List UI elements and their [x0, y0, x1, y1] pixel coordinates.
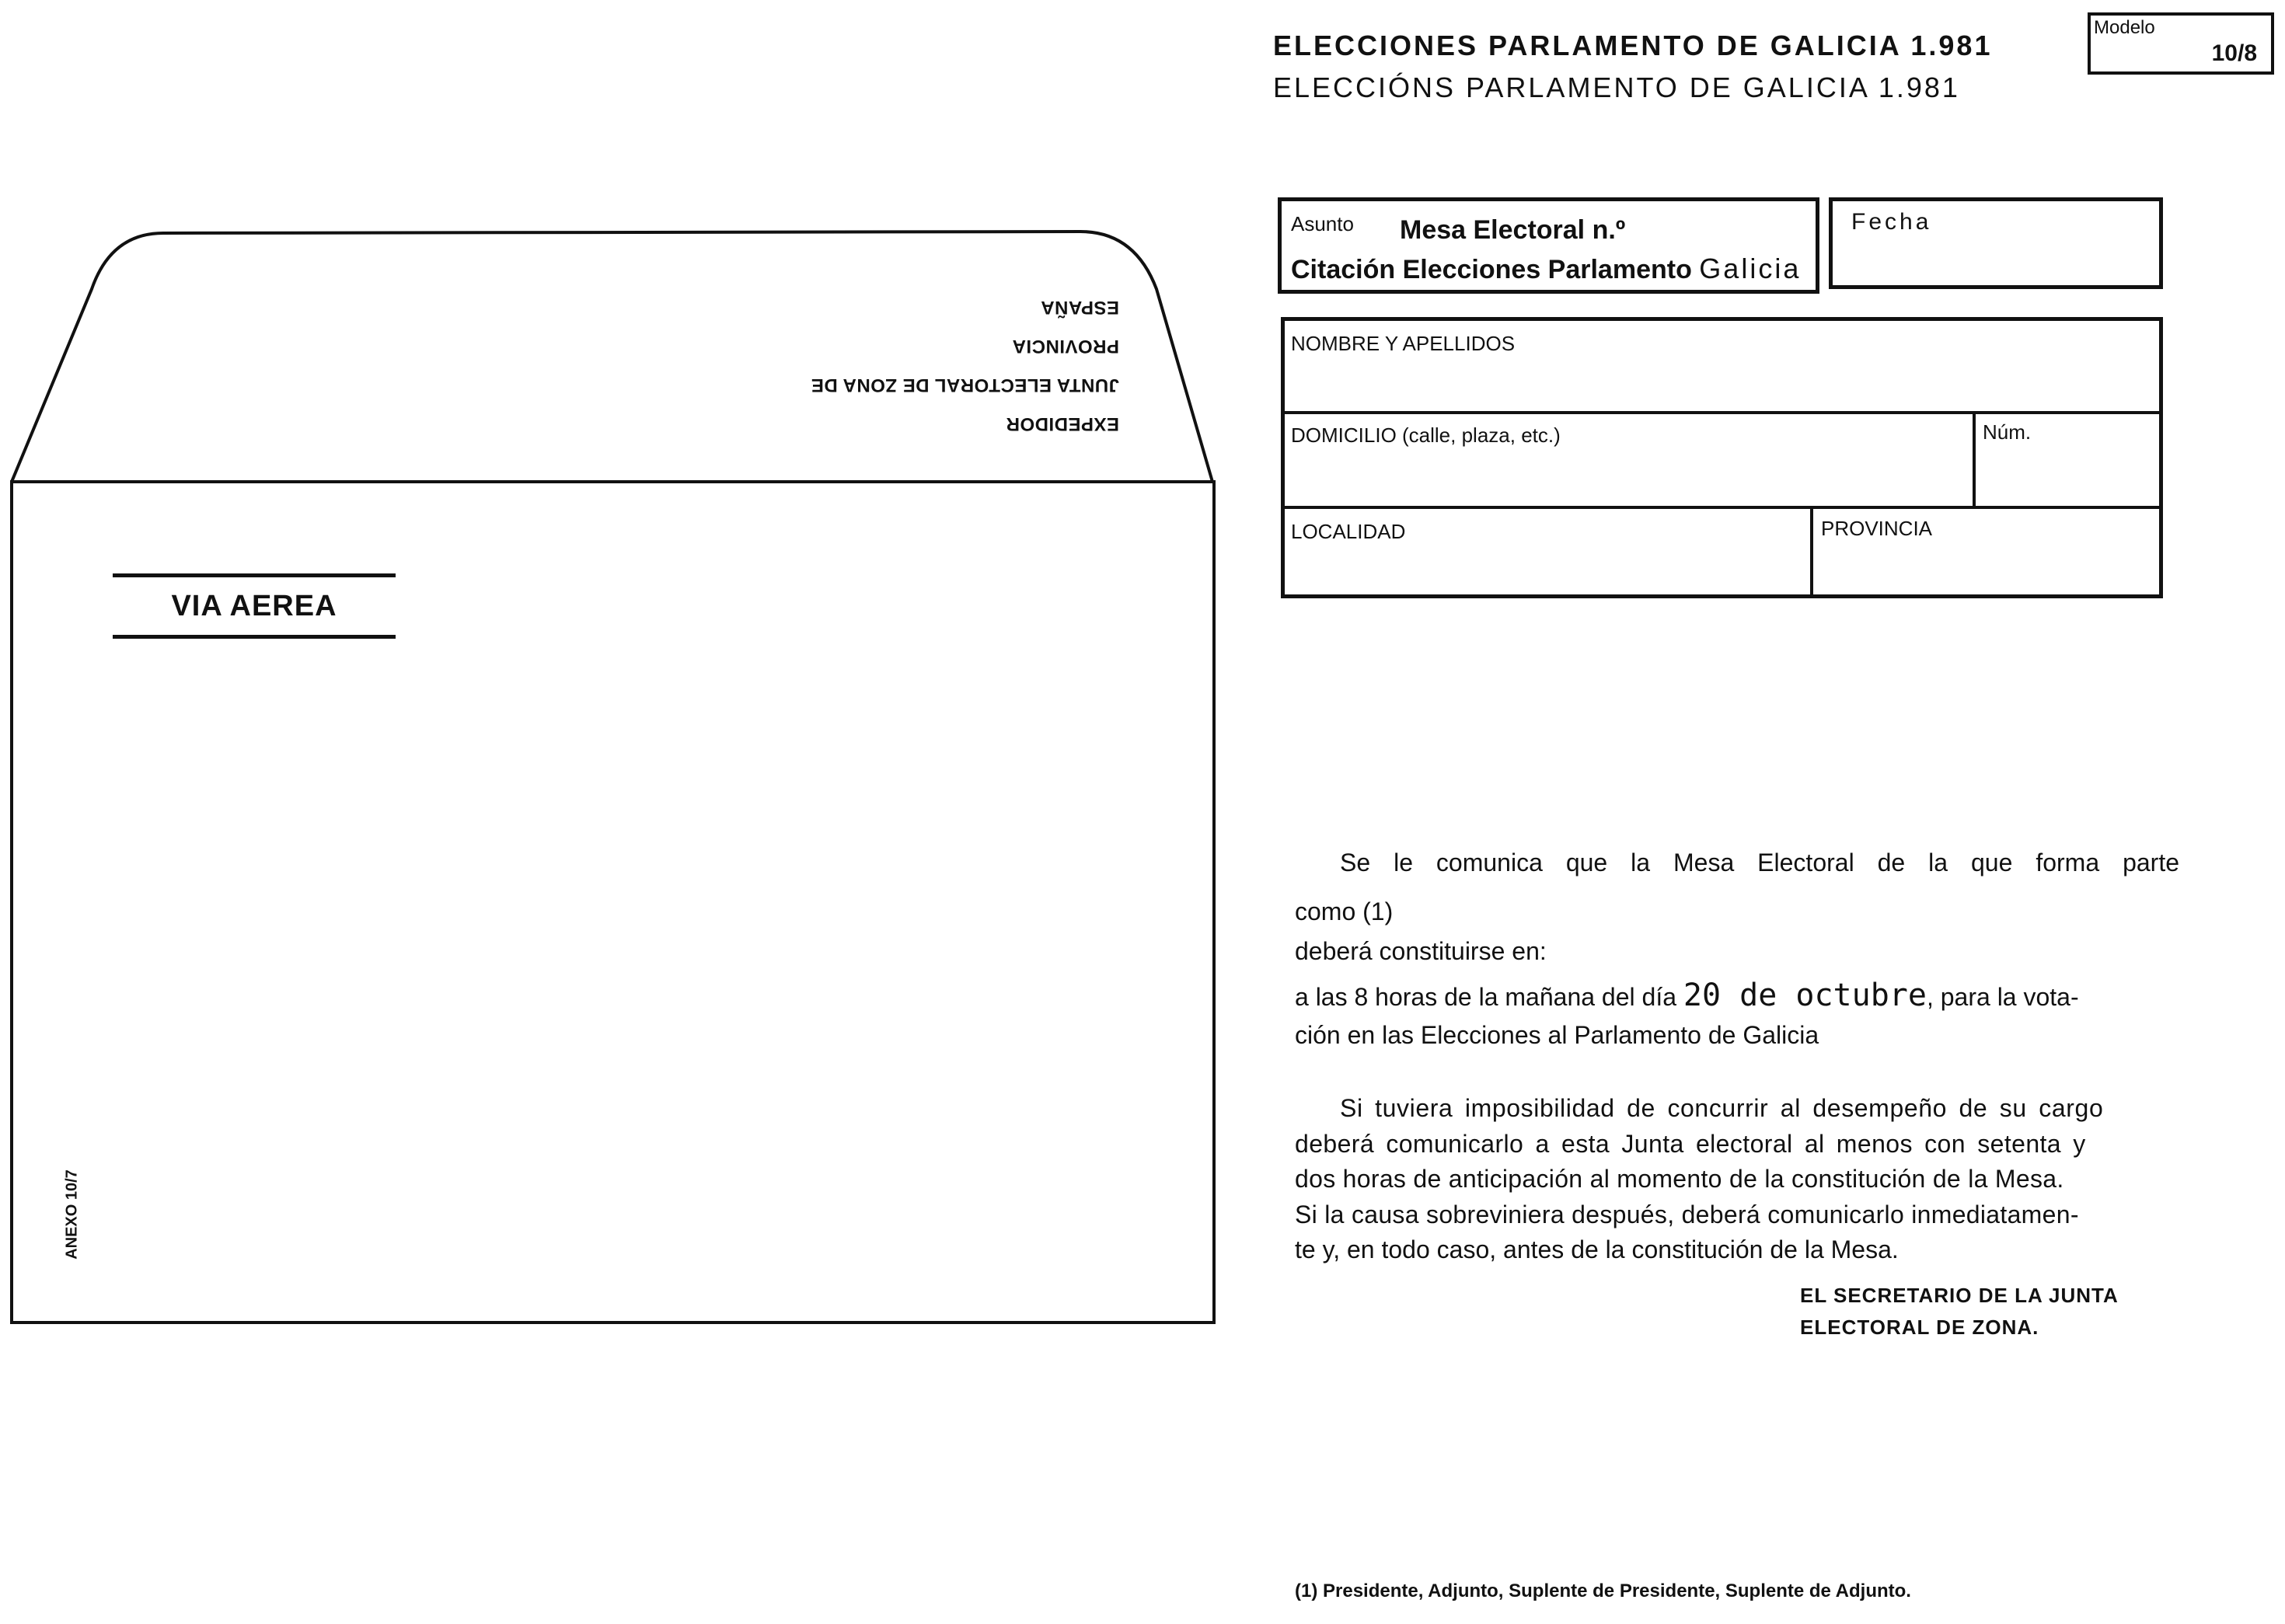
body-p2-line3: dos horas de anticipación al momento de la constitución de la Mesa. — [1295, 1165, 2064, 1193]
body-p1-line3: deberá constituirse en: — [1295, 937, 1547, 965]
body-p1-line4 — [1295, 978, 2079, 1013]
title-spanish: ELECCIONES PARLAMENTO DE GALICIA 1.981 — [1273, 30, 1993, 61]
date-box[interactable] — [1829, 197, 2163, 289]
title-galician: ELECCIÓNS PARLAMENTO DE GALICIA 1.981 — [1273, 71, 1960, 103]
body-p1-line4-start: a las 8 horas de la mañana del día — [1295, 983, 1683, 1011]
body-p2-line5: te y, en todo caso, antes de la constitución de la Mesa. — [1295, 1235, 1899, 1263]
number-field-label: Núm. — [1983, 420, 2032, 444]
footnote: (1) Presidente, Adjunto, Suplente de Presidente, Suplente de Adjunto. — [1295, 1580, 1911, 1601]
signature-line-1: EL SECRETARIO DE LA JUNTA — [1800, 1284, 2119, 1307]
modelo-number: 10/8 — [2211, 40, 2257, 66]
subject-box — [1278, 197, 1819, 294]
modelo-label: Modelo — [2094, 17, 2155, 38]
divider — [1973, 413, 1976, 507]
sender-line-junta: JUNTA ELECTORAL DE ZONA DE — [811, 375, 1119, 396]
envelope-outline — [0, 0, 1228, 1336]
election-date: 20 de octubre — [1683, 978, 1927, 1013]
subject-line-2 — [1291, 253, 1801, 285]
body-p2-line4: Si la causa sobreviniera después, deberá comunicarlo inmediatamen- — [1295, 1201, 2079, 1228]
body-p1-line2: como (1) — [1295, 897, 1394, 925]
divider — [1285, 506, 2159, 509]
modelo-box — [2088, 12, 2274, 75]
locality-field-label: LOCALIDAD — [1291, 520, 1406, 543]
body-p2-line2: deberá comunicarlo a esta Junta electoral al menos con setenta y — [1295, 1130, 2086, 1158]
signature-line-2: ELECTORAL DE ZONA. — [1800, 1316, 2039, 1339]
subject-line-2-main: Citación Elecciones Parlamento — [1291, 255, 1692, 284]
body-p1-line1: Se le comunica que la Mesa Electoral de la que forma parte — [1340, 849, 2179, 876]
province-field-label: PROVINCIA — [1821, 517, 1933, 540]
name-field-label: NOMBRE Y APELLIDOS — [1291, 332, 1516, 355]
body-p1-line5: ción en las Elecciones al Parlamento de Galicia — [1295, 1021, 1819, 1049]
subject-line-1: Mesa Electoral n.º — [1400, 215, 1626, 245]
domicile-field-label: DOMICILIO (calle, plaza, etc.) — [1291, 423, 1561, 447]
sender-line-country: ESPAÑA — [1040, 297, 1119, 318]
body-p2-line1: Si tuviera imposibilidad de concurrir al desempeño de su cargo — [1340, 1094, 2104, 1122]
date-label: Fecha — [1851, 209, 1932, 235]
divider — [1285, 411, 2159, 414]
airmail-label: VIA AEREA — [113, 573, 396, 639]
sender-line-provincia: PROVINCIA — [1012, 336, 1119, 357]
body-p1-line4-end: , para la vota- — [1926, 983, 2079, 1011]
sender-line-expedidor: EXPEDIDOR — [1006, 413, 1119, 434]
subject-line-2-tail: Galicia — [1699, 253, 1802, 284]
sender-block — [766, 288, 1119, 443]
subject-label: Asunto — [1291, 212, 1354, 235]
recipient-address-form — [1281, 317, 2163, 598]
annex-label: ANEXO 10/7 — [63, 1169, 81, 1260]
divider — [1810, 507, 1813, 598]
